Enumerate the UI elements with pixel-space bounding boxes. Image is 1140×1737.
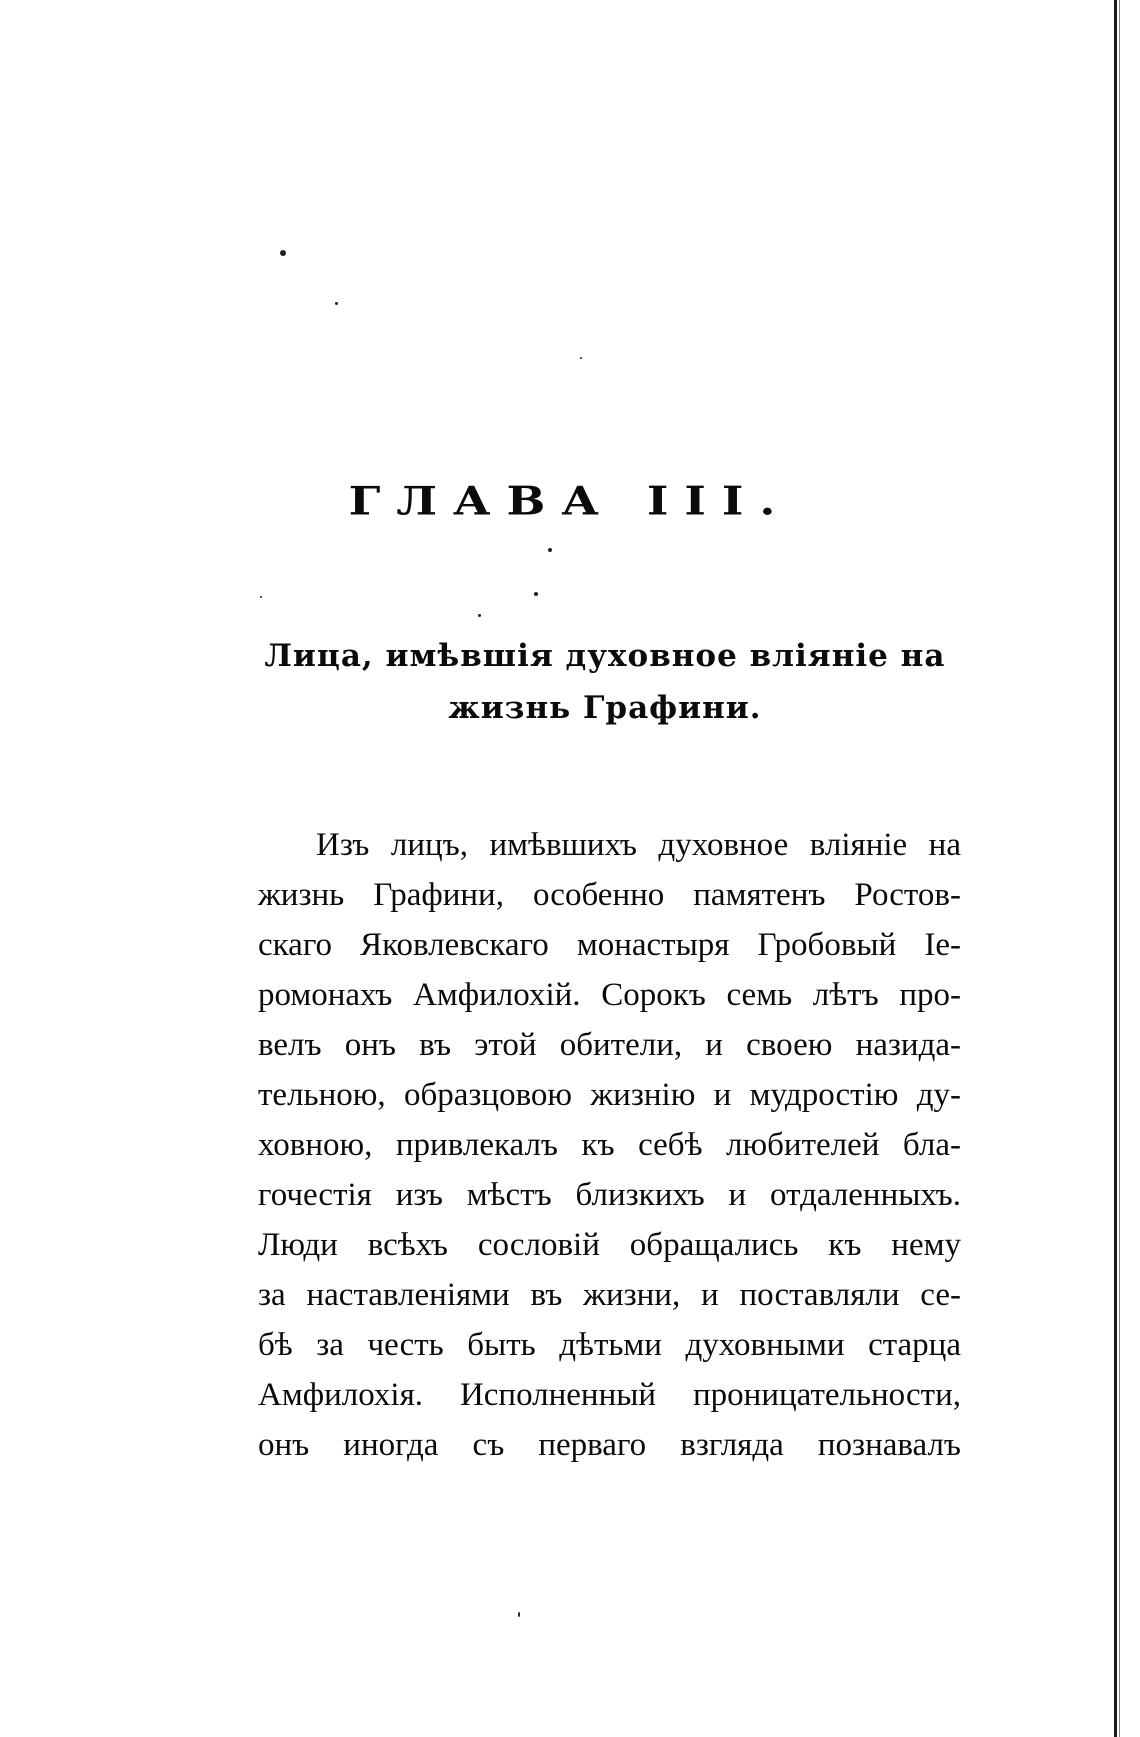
chapter-subtitle-line: Лица, имѣвшія духовное вліяніе на bbox=[264, 638, 946, 674]
chapter-subtitle-line: жизнь Графини. bbox=[448, 690, 762, 726]
text-line: ховною, привлекалъ къ себѣ любителей бла- bbox=[258, 1127, 961, 1163]
text-line: скаго Яковлевскаго монастыря Гробовый Іе- bbox=[258, 927, 961, 963]
scan-speck bbox=[580, 357, 582, 359]
page-edge-line-thin bbox=[1119, 0, 1120, 1737]
text-line: онъ иногда съ перваго взгляда познавалъ bbox=[258, 1427, 961, 1463]
body-paragraph bbox=[258, 820, 961, 1470]
scan-speck bbox=[478, 614, 481, 617]
scan-speck bbox=[280, 250, 286, 256]
text-line: бѣ за честь быть дѣтьми духовными старца bbox=[258, 1327, 961, 1363]
text-line: Амфилохія. Исполненный проницательности, bbox=[258, 1377, 961, 1413]
scan-speck bbox=[534, 592, 538, 596]
text-line: Изъ лицъ, имѣвшихъ духовное вліяніе на bbox=[316, 827, 961, 863]
scan-speck bbox=[335, 302, 338, 305]
text-line: велъ онъ въ этой обители, и своею назида- bbox=[258, 1027, 961, 1063]
chapter-heading: ГЛАВА III. bbox=[348, 478, 792, 524]
text-line: за наставленіями въ жизни, и поставляли се- bbox=[258, 1277, 961, 1313]
text-line: Люди всѣхъ сословій обращались къ нему bbox=[258, 1227, 961, 1263]
scan-speck bbox=[548, 548, 552, 552]
text-line: ромонахъ Амфилохій. Сорокъ семь лѣтъ про- bbox=[258, 977, 961, 1013]
scan-speck bbox=[518, 1612, 520, 1617]
text-line: тельною, образцовою жизнію и мудростію ду- bbox=[258, 1077, 961, 1113]
text-line: гочестія изъ мѣстъ близкихъ и отдаленныхъ. bbox=[258, 1177, 961, 1213]
chapter-subtitle bbox=[250, 630, 960, 734]
text-line: жизнь Графини, особенно памятенъ Ростов- bbox=[258, 877, 961, 913]
page-edge-line bbox=[1114, 0, 1117, 1737]
scan-speck bbox=[260, 596, 262, 598]
